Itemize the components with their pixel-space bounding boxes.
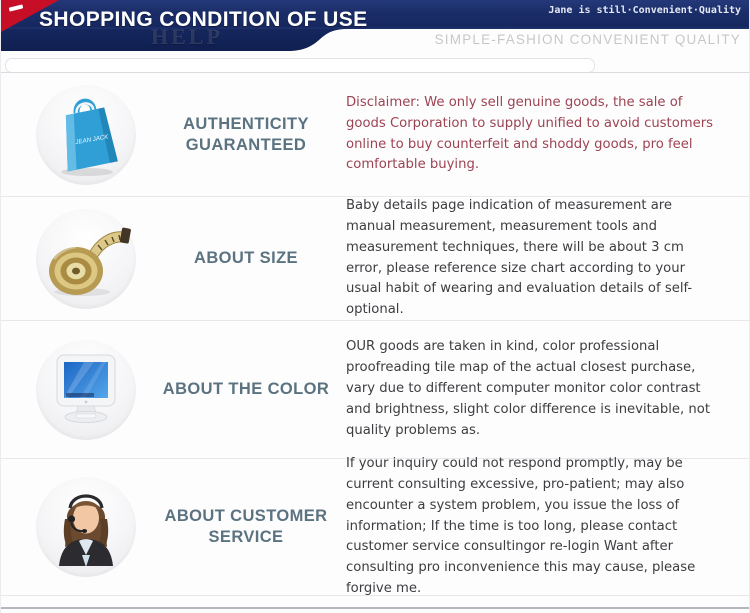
section-list [1, 73, 750, 596]
bag-brand-label: JEAN JACK [74, 132, 109, 146]
icon-circle [36, 340, 136, 440]
section-title: ABOUT CUSTOMER SERVICE [164, 507, 328, 546]
customer-service-agent-icon [36, 477, 136, 577]
list-item-color [1, 321, 750, 459]
computer-monitor-icon [36, 340, 136, 440]
section-title: AUTHENTICITY GUARANTEED [183, 114, 309, 154]
list-item-size [1, 197, 750, 321]
section-text: If your inquiry could not respond promptly, may be current consulting excessive, pro-patient; may also encounter a system problem, you issue the loss of information; If the time is too long, please contact customer service consultingor re-login Want after consulting pro inconvenience this may cause, please forgive me. [346, 456, 696, 597]
page-title: SHOPPING CONDITION OF USE [39, 8, 368, 31]
header-tagline: Jane is still·Convenient·Quality [548, 5, 741, 16]
header-subtitle: SIMPLE-FASHION CONVENIENT QUALITY [434, 32, 741, 47]
list-item-customer-service [1, 456, 750, 597]
header-divider-pill [5, 58, 595, 73]
icon-circle [36, 85, 136, 185]
page-header [1, 0, 750, 52]
list-item-authenticity [1, 73, 750, 197]
tape-measure-icon [36, 209, 136, 309]
section-text: Disclaimer: We only sell genuine goods, the sale of goods Corporation to supply unified to avoid customers online to buy counterfeit and shoddy goods, pro feel comfortable buying. [346, 94, 714, 173]
shopping-bag-icon [36, 85, 136, 185]
help-watermark: HELP [151, 24, 223, 49]
section-title: ABOUT THE COLOR [162, 380, 330, 399]
section-text: Baby details page indication of measurement are manual measurement, measurement tools and measurement techniques, there will be about 3 cm error, please reference size chart according to your usual habit of wearing and evaluation details of self-optional. [346, 197, 693, 318]
bottom-divider-line [1, 607, 750, 609]
section-text: OUR goods are taken in kind, color professional proofreading tile map of the actual closest purchase, vary due to different computer monitor color contrast and brightness, slight color difference is inevitable, not quality problems as. [346, 339, 711, 438]
icon-circle [36, 477, 136, 577]
section-title: ABOUT SIZE [194, 249, 298, 268]
icon-circle [36, 209, 136, 309]
